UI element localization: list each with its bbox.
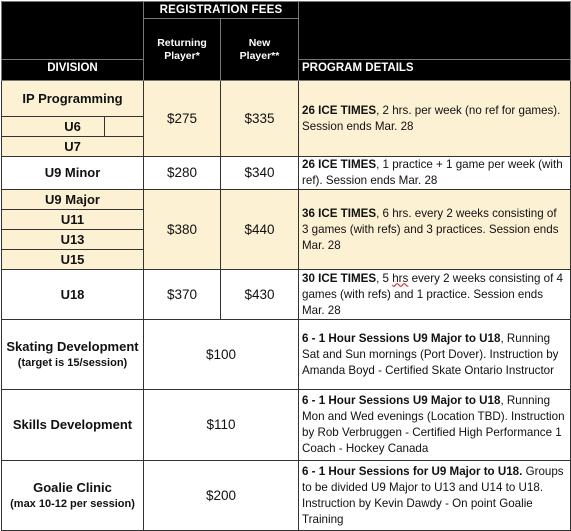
division-goalie-clinic (2, 461, 144, 531)
registration-fees-header: REGISTRATION FEES (144, 2, 299, 19)
skating-development-details (299, 320, 571, 390)
division-u9-major: U9 Major (2, 190, 144, 210)
division-ip-programming: IP Programming (2, 81, 144, 117)
ip-ice-times: 26 ICE TIMES (302, 103, 377, 117)
goalie-clinic-details (299, 461, 571, 531)
division-u11: U11 (2, 210, 144, 230)
division-u9-minor: U9 Minor (2, 157, 144, 190)
u18-detail-text: every 2 weeks consisting of 4 games (with refs) and 1 practice. Session ends Mar. 28 (302, 271, 564, 317)
mid-returning-fee: $380 (144, 190, 221, 270)
skating-detail-text: , Running Sat and Sun mornings (Port Dover). Instruction by Amanda Boyd - Certified Skate Ontario Instructor (302, 331, 559, 377)
u6-cell-divider (104, 117, 105, 137)
u9-minor-detail-text: , 1 practice + 1 game per week (with ref). Session ends Mar. 28 (302, 158, 563, 187)
u9-minor-program-details (299, 157, 571, 190)
goalie-clinic-title: Goalie Clinic (33, 479, 112, 495)
division-u6-label: U6 (64, 118, 81, 134)
skating-sessions: 6 - 1 Hour Sessions U9 Major to U18 (302, 331, 501, 345)
mid-ice-times: 36 ICE TIMES (302, 206, 377, 220)
ip-new-fee: $335 (221, 81, 299, 157)
u18-detail-hrs: hrs (392, 271, 409, 285)
returning-player-header (144, 19, 221, 81)
skills-detail-text: , Running Mon and Wed evenings (Location TBD). Instruction by Rob Verbruggen - Certified High Performance 1 Coach - Hockey Canada (302, 394, 565, 455)
division-u15: U15 (2, 250, 144, 270)
mid-detail-text: , 6 hrs. every 2 weeks consisting of 3 games (with refs) and 3 practices. Session ends Mar. 28 (302, 206, 559, 252)
skills-development-details (299, 390, 571, 461)
division-header: DIVISION (2, 60, 144, 81)
goalie-clinic-note: (max 10-12 per session) (10, 497, 135, 510)
u18-returning-fee: $370 (144, 270, 221, 320)
division-skating-development (2, 320, 144, 390)
skating-development-note: (target is 15/session) (17, 356, 128, 369)
skills-sessions: 6 - 1 Hour Sessions U9 Major to U18 (302, 394, 501, 407)
new-header-line1: New (248, 36, 271, 49)
ip-returning-fee: $275 (144, 81, 221, 157)
returning-header-line1: Returning (157, 36, 207, 49)
division-u7: U7 (2, 137, 144, 157)
u18-new-fee: $430 (221, 270, 299, 320)
goalie-clinic-fee: $200 (144, 461, 299, 531)
division-header-spacer (2, 2, 144, 60)
registration-fees-table (1, 1, 571, 531)
division-u18: U18 (2, 270, 144, 320)
mid-program-details (299, 190, 571, 270)
skating-development-title: Skating Development (6, 338, 139, 354)
program-details-header: PROGRAM DETAILS (299, 60, 571, 81)
goalie-sessions: 6 - 1 Hour Sessions for U9 Major to U18. (302, 464, 523, 478)
u9-minor-ice-times: 26 ICE TIMES (302, 158, 377, 171)
skills-development-fee: $110 (144, 390, 299, 461)
division-u13: U13 (2, 230, 144, 250)
u18-ice-times: 30 ICE TIMES (302, 271, 377, 285)
skating-development-fee: $100 (144, 320, 299, 390)
u9-minor-returning-fee: $280 (144, 157, 221, 190)
u9-minor-new-fee: $340 (221, 157, 299, 190)
new-header-line2: Player** (239, 49, 280, 62)
ip-program-details (299, 81, 571, 157)
mid-new-fee: $440 (221, 190, 299, 270)
goalie-detail-text: Groups to be divided U9 Major to U13 and U14 to U18. Instruction by Kevin Dawdy - On point Goalie Training (302, 464, 564, 526)
ip-detail-text: , 2 hrs. per week (no ref for games). Session ends Mar. 28 (302, 103, 561, 133)
u18-program-details (299, 270, 571, 320)
division-skills-development: Skills Development (2, 390, 144, 461)
u18-detail-pre: , 5 (376, 271, 393, 285)
division-u6 (2, 117, 144, 137)
returning-header-line2: Player* (164, 49, 200, 62)
new-player-header (221, 19, 299, 81)
program-details-header-spacer (299, 2, 571, 60)
